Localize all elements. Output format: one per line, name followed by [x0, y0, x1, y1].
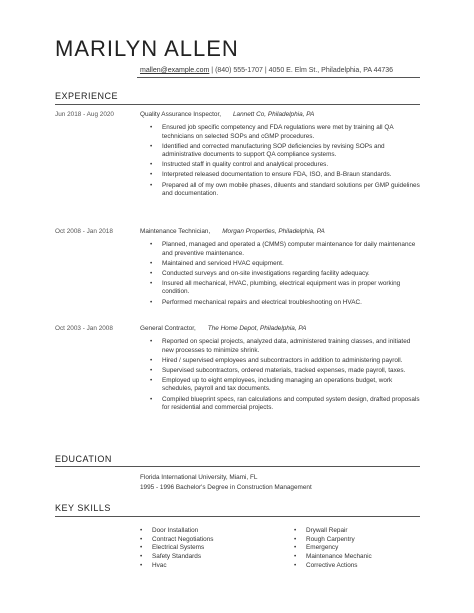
job-company: Lannett Co, Philadelphia, PA	[233, 111, 315, 118]
list-item: • Interpreted released documentation to ensure FDA, ISO, and B-Braun standards.	[150, 171, 420, 180]
skill-item: • Hvac	[140, 562, 213, 571]
skills-list-right	[294, 527, 372, 571]
list-item: • Employed up to eight employees, including managing an operations budget, work schedules, payroll and tax documents.	[150, 377, 420, 394]
header-divider	[137, 77, 420, 78]
list-item: • Maintained and serviced HVAC equipment.	[150, 260, 420, 269]
skill-item: • Electrical Systems	[140, 544, 213, 553]
job-title	[140, 325, 306, 334]
list-item: • Hired / supervised employees and subcontractors in addition to administering payroll.	[150, 357, 420, 366]
job-bullets	[150, 124, 420, 200]
job-dates: Oct 2008 - Jan 2018	[55, 228, 113, 235]
list-item: • Planned, managed and operated a (CMMS) computer maintenance for daily maintenance and preventive maintenance.	[150, 241, 420, 258]
candidate-name: MARILYN ALLEN	[55, 36, 239, 61]
list-item: • Conducted surveys and on-site investigations regarding facility adequacy.	[150, 270, 420, 279]
email-link[interactable]: mallen@example.com	[140, 67, 210, 74]
skills-heading: KEY SKILLS	[55, 503, 111, 513]
education-school: Florida International University, Miami, FL	[140, 474, 258, 481]
job-title	[140, 228, 325, 237]
skills-divider	[55, 516, 420, 517]
skill-item: • Contract Negotiations	[140, 536, 213, 545]
job-company: Morgan Properties, Philadelphia, PA	[222, 228, 325, 235]
job-position: Quality Assurance Inspector,	[140, 111, 221, 118]
job-dates: Jun 2018 - Aug 2020	[55, 111, 114, 118]
job-position: General Contractor,	[140, 325, 196, 332]
list-item: • Insured all mechanical, HVAC, plumbing, electrical equipment was in proper working condition.	[150, 280, 420, 297]
job-company: The Home Depot, Philadelphia, PA	[207, 325, 307, 332]
experience-heading: EXPERIENCE	[55, 91, 119, 101]
skills-list-left	[140, 527, 213, 571]
education-degree: 1995 - 1996 Bachelor's Degree in Construction Management	[140, 484, 312, 491]
job-position: Maintenance Technician,	[140, 228, 211, 235]
skill-item: • Drywall Repair	[294, 527, 372, 536]
skill-item: • Rough Carpentry	[294, 536, 372, 545]
list-item: • Prepared all of my own mobile phases, diluents and standard solutions per GMP guidelines and documentation.	[150, 182, 420, 199]
education-divider	[55, 466, 420, 467]
skill-item: • Corrective Actions	[294, 562, 372, 571]
job-title	[140, 111, 314, 120]
skill-item: • Door Installation	[140, 527, 213, 536]
list-item: • Instructed staff in quality control and analytical procedures.	[150, 161, 420, 170]
list-item: • Compiled blueprint specs, ran calculations and computed system design, drafted proposals for residential and commercial projects.	[150, 396, 420, 413]
skill-item: • Emergency	[294, 544, 372, 553]
list-item: • Reported on special projects, analyzed data, administered training classes, and initiated new processes to minimize shrink.	[150, 338, 420, 355]
list-item: • Identified and corrected manufacturing SOP deficiencies by revising SOPs and administrative documents to support QA compliance systems.	[150, 143, 420, 160]
list-item: • Ensured job specific competency and FDA regulations were met by training all QA technicians on selected SOPs and cGMP procedures.	[150, 124, 420, 141]
education-heading: EDUCATION	[55, 454, 112, 464]
experience-divider	[55, 104, 420, 105]
skill-item: • Safety Standards	[140, 553, 213, 562]
contact-line	[140, 67, 393, 74]
list-item: • Supervised subcontractors, ordered materials, tracked expenses, made payroll, taxes.	[150, 367, 420, 376]
job-dates: Oct 2003 - Jan 2008	[55, 325, 113, 332]
job-bullets	[150, 338, 420, 414]
contact-details: | (840) 555-1707 | 4050 E. Elm St., Philadelphia, PA 44736	[209, 67, 394, 74]
job-bullets	[150, 241, 420, 309]
list-item: • Performed mechanical repairs and electrical troubleshooting on HVAC.	[150, 299, 420, 308]
skill-item: • Maintenance Mechanic	[294, 553, 372, 562]
